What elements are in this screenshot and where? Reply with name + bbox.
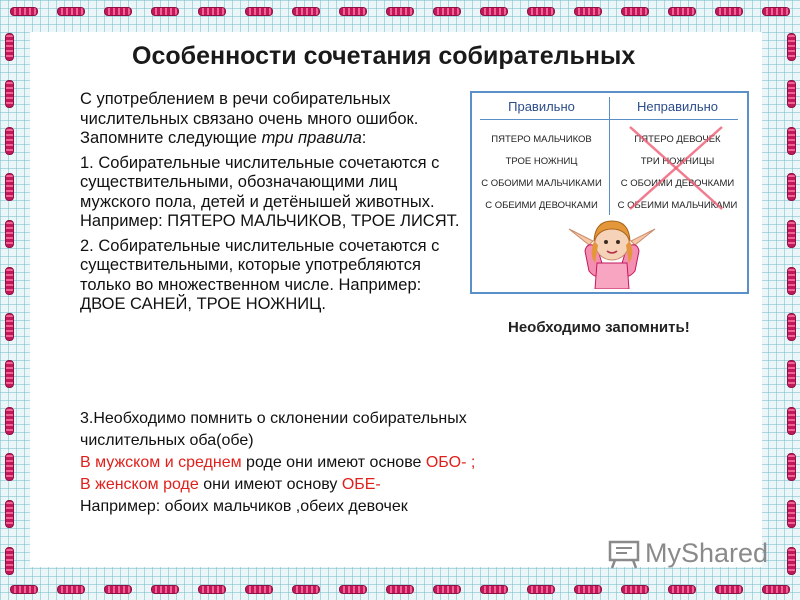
ribbon-bottom [0, 582, 800, 596]
girl-pointing-icon [567, 211, 657, 289]
rules-text [80, 90, 470, 320]
rule-3-highlight: В мужском и среднем [80, 454, 242, 471]
ribbon-bow [480, 7, 508, 16]
slide-title: Особенности сочетания собирательных [132, 42, 636, 70]
ribbon-bow [10, 585, 38, 594]
table-cell-correct: ПЯТЕРО МАЛЬЧИКОВ [491, 134, 592, 145]
table-cell-wrong: С ОБЕИМИ МАЛЬЧИКАМИ [617, 200, 738, 211]
cross-out-icon [622, 121, 732, 216]
ribbon-bow [715, 585, 743, 594]
rule-3-feminine [80, 474, 680, 496]
ribbon-bow [386, 7, 414, 16]
ribbon-bow [787, 500, 796, 528]
rule-3-masculine [80, 452, 680, 474]
ribbon-bow [787, 407, 796, 435]
rule-intro [80, 90, 470, 149]
ribbon-bow [198, 585, 226, 594]
ribbon-top [0, 4, 800, 18]
ribbon-bow [715, 7, 743, 16]
ribbon-bow [5, 267, 14, 295]
ribbon-bow [292, 7, 320, 16]
usage-table [470, 91, 749, 294]
column-header-correct: Правильно [508, 99, 575, 114]
ribbon-bow [668, 585, 696, 594]
ribbon-bow [787, 547, 796, 575]
ribbon-bow [339, 585, 367, 594]
rule-3-line: числительных оба(обе) [80, 432, 254, 449]
rule-3 [80, 408, 680, 518]
ribbon-bow [104, 585, 132, 594]
rule-intro-emphasis: три правила [261, 129, 362, 147]
ribbon-bow [787, 173, 796, 201]
rule-intro-colon: : [361, 129, 367, 147]
ribbon-bow [339, 7, 367, 16]
ribbon-bow [198, 7, 226, 16]
ribbon-bow [5, 173, 14, 201]
rule-3-example: Например: обоих мальчиков ,обеих девочек [80, 498, 408, 515]
ribbon-bow [104, 7, 132, 16]
table-cell-correct: С ОБЕИМИ ДЕВОЧКАМИ [485, 200, 598, 211]
ribbon-bow [480, 585, 508, 594]
ribbon-bow [668, 7, 696, 16]
remember-caption: Необходимо запомнить! [508, 319, 690, 336]
ribbon-bow [787, 220, 796, 248]
ribbon-bow [574, 585, 602, 594]
ribbon-right [784, 24, 798, 584]
ribbon-bow [292, 585, 320, 594]
rule-3-text: роде они имеют основе [241, 454, 426, 471]
ribbon-bow [527, 7, 555, 16]
table-cell-correct: ТРОЕ НОЖНИЦ [505, 156, 578, 167]
ribbon-bow [621, 585, 649, 594]
ribbon-bow [245, 7, 273, 16]
ribbon-left [2, 24, 16, 584]
ribbon-bow [787, 80, 796, 108]
ribbon-bow [574, 7, 602, 16]
table-cell-wrong: ТРИ НОЖНИЦЫ [640, 156, 715, 167]
table-cell-wrong: ПЯТЕРО ДЕВОЧЕК [634, 134, 721, 145]
ribbon-bow [787, 267, 796, 295]
ribbon-bow [5, 33, 14, 61]
ribbon-bow [433, 7, 461, 16]
slide-panel [30, 32, 762, 567]
ribbon-bow [433, 585, 461, 594]
rule-3-highlight: В женском роде [80, 476, 199, 493]
ribbon-bow [151, 585, 179, 594]
ribbon-bow [57, 7, 85, 16]
rule-3-highlight: ОБО- ; [425, 454, 476, 471]
ribbon-bow [5, 80, 14, 108]
ribbon-bow [787, 33, 796, 61]
ribbon-bow [762, 585, 790, 594]
column-header-wrong: Неправильно [636, 99, 719, 114]
ribbon-bow [245, 585, 273, 594]
ribbon-bow [787, 127, 796, 155]
watermark-text: MyShared [645, 538, 769, 568]
rule-3-highlight: ОБЕ- [341, 476, 381, 493]
ribbon-bow [787, 360, 796, 388]
ribbon-bow [762, 7, 790, 16]
ribbon-bow [151, 7, 179, 16]
ribbon-bow [5, 453, 14, 481]
table-cell-correct: С ОБОИМИ МАЛЬЧИКАМИ [481, 178, 602, 189]
rule-intro-text: С употреблением в речи собирательных числительных связано очень много ошибок. Запомните следующие [80, 90, 419, 147]
ribbon-bow [10, 7, 38, 16]
rule-3-text: они имеют основу [198, 476, 342, 493]
ribbon-bow [5, 127, 14, 155]
ribbon-bow [787, 313, 796, 341]
watermark-logo [607, 538, 768, 569]
ribbon-bow [787, 453, 796, 481]
ribbon-bow [5, 407, 14, 435]
rule-2: 2. Собирательные числительные сочетаются с существительными, которые употребляются только во множественном числе. Например: ДВОЕ САНЕЙ, ТРОЕ НОЖНИЦ. [80, 236, 440, 313]
ribbon-bow [527, 585, 555, 594]
ribbon-bow [386, 585, 414, 594]
table-cell-wrong: С ОБОИМИ ДЕВОЧКАМИ [620, 178, 735, 189]
ribbon-bow [57, 585, 85, 594]
ribbon-bow [5, 547, 14, 575]
ribbon-bow [621, 7, 649, 16]
rule-1: 1. Собирательные числительные сочетаются с существительными, обозначающими лиц мужского пола, детей и детёнышей животных. Например: ПЯТЕРО МАЛЬЧИКОВ, ТРОЕ ЛИСЯТ. [80, 153, 460, 230]
ribbon-bow [5, 360, 14, 388]
ribbon-bow [5, 220, 14, 248]
ribbon-bow [5, 313, 14, 341]
presentation-board-icon [607, 539, 641, 569]
ribbon-bow [5, 500, 14, 528]
rule-3-line: 3.Необходимо помнить о склонении собирательных [80, 410, 467, 427]
